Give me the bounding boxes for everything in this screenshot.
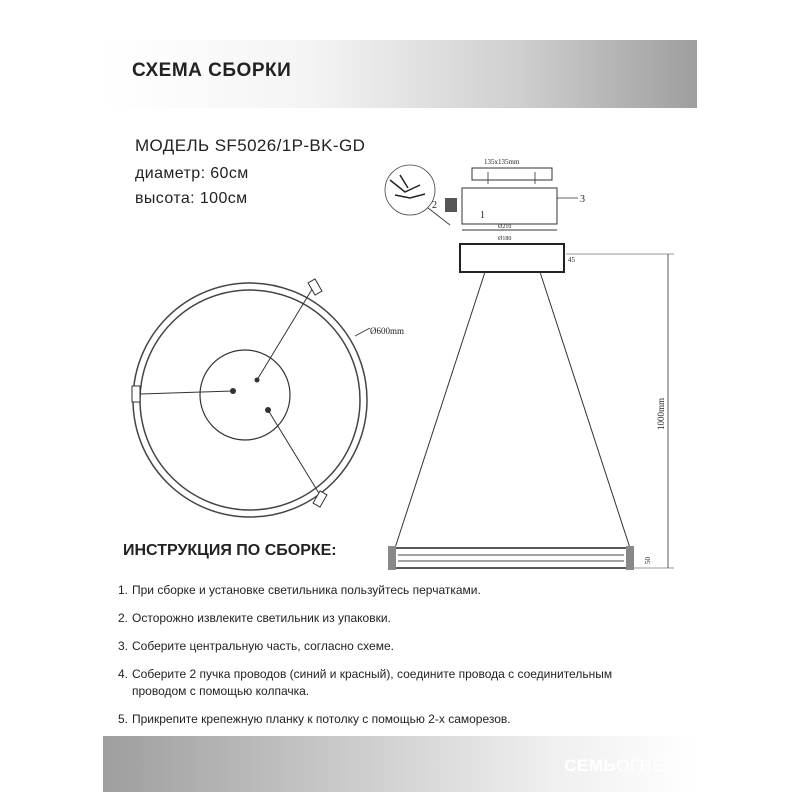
plate-dimension-label: 135x135mm [484,158,520,166]
diameter-label: диаметр: 60см [135,165,249,182]
ring-end-cap [388,546,396,570]
canopy-height-label: 45 [568,256,575,264]
ring-side-profile [390,548,632,568]
instruction-step: 3. Соберите центральную часть, согласно схеме. [118,639,394,653]
outer-ring-outline [133,283,367,517]
mounting-plate [472,168,552,180]
suspension-wire [395,272,485,548]
support-wire [268,410,320,495]
callout-1: 1 [480,210,485,221]
callout-2: 2 [432,200,437,211]
total-height-label: 1000mm [656,397,666,430]
ring-diameter-label: Ø600mm [370,326,405,336]
suspension-wire [540,272,630,548]
canopy-base [460,244,564,272]
canopy-dimension-2: Ø180 [498,236,512,242]
support-wire [257,286,314,380]
wire-clamp [313,491,327,507]
dimension-leader [355,328,370,336]
height-label: высота: 100см [135,190,248,207]
wire-bundle-icon [390,175,425,198]
connector-box [445,198,457,212]
page-title: СХЕМА СБОРКИ [132,60,292,81]
callout-3: 3 [580,194,585,205]
footer-banner [103,736,697,792]
inner-ring-outline [140,290,360,510]
wire-clamp [132,386,140,402]
header-banner [103,40,697,108]
instruction-step: 1. При сборке и установке светильника пользуйтесь перчатками. [118,583,481,597]
support-wire [140,391,233,394]
side-view-drawing [370,150,690,580]
center-hub [200,350,290,440]
instruction-step: 5. Прикрепите крепежную планку к потолку с помощью 2-х саморезов. [118,712,511,726]
canopy-cover [462,188,557,224]
ring-height-label: 50 [644,557,652,564]
instruction-step: 2. Осторожно извлеките светильник из упаковки. [118,611,391,625]
model-label: МОДЕЛЬ SF5026/1P-BK-GD [135,136,366,155]
ring-end-cap [626,546,634,570]
canopy-dimension-1: Ø210 [498,224,512,230]
brand-logo: СЕМЬОГНЕЙ [564,756,677,775]
instructions-heading: ИНСТРУКЦИЯ ПО СБОРКЕ: [123,542,337,559]
instruction-step: 4. Соберите 2 пучка проводов (синий и красный), соедините провода с соединительным проводом с помощью колпачка. [118,667,613,698]
